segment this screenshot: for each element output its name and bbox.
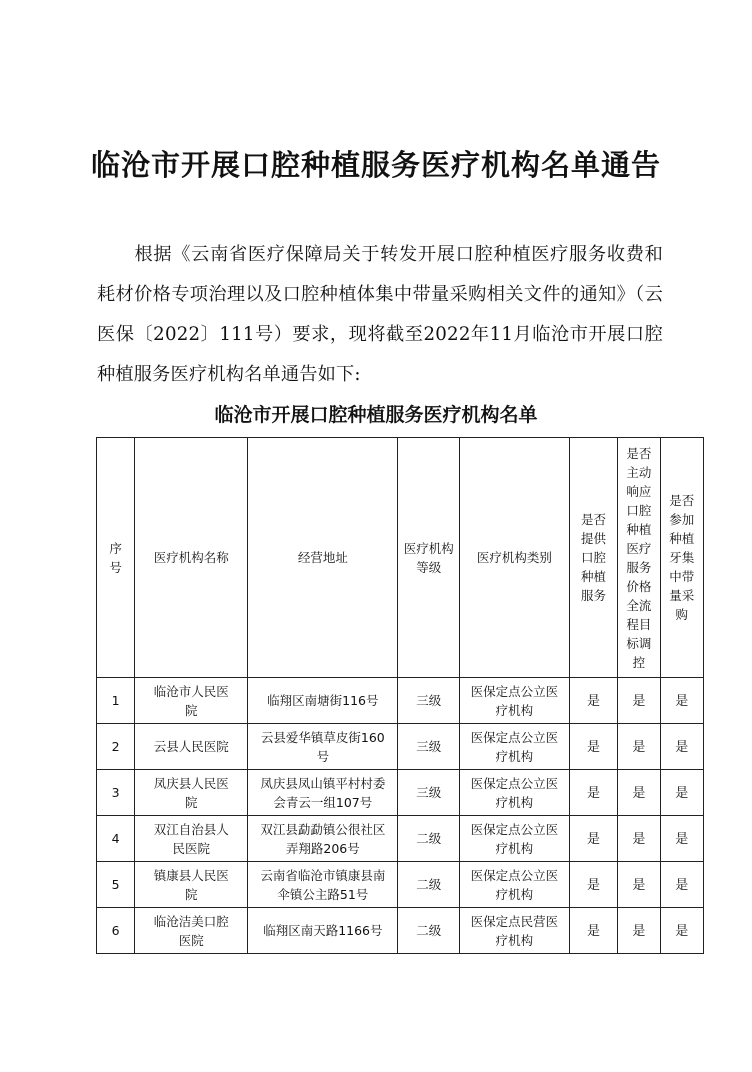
cell-type-text: 医保定点公立医疗机构 xyxy=(470,729,559,764)
cell-type-text: 医保定点公立医疗机构 xyxy=(470,683,559,718)
cell-bulk-procurement-text: 是 xyxy=(675,923,689,939)
cell-provides-service xyxy=(569,724,617,770)
cell-level xyxy=(398,862,460,908)
cell-type-text: 医保定点公立医疗机构 xyxy=(470,867,559,902)
cell-bulk-procurement xyxy=(660,862,703,908)
cell-level-text: 三级 xyxy=(416,739,442,754)
cell-price-control xyxy=(618,770,660,816)
cell-name-text: 云县人民医院 xyxy=(153,739,229,754)
cell-bulk-procurement-text: 是 xyxy=(675,785,689,801)
cell-bulk-procurement xyxy=(660,816,703,862)
table-row xyxy=(97,678,704,724)
table-header-row xyxy=(97,438,704,678)
cell-type xyxy=(459,770,569,816)
header-address: 经营地址 xyxy=(248,438,398,678)
cell-no xyxy=(97,908,135,954)
cell-bulk-procurement-text: 是 xyxy=(675,877,689,893)
cell-type xyxy=(459,908,569,954)
notice-paragraph-text: 根据《云南省医疗保障局关于转发开展口腔种植医疗服务收费和耗材价格专项治理以及口腔种植体集中带量采购相关文件的通知》（云医保〔2022〕111号）要求，现将截至2022年11月临沧市开展口腔种植服务医疗机构名单通告如下: xyxy=(97,244,663,385)
cell-bulk-procurement xyxy=(660,724,703,770)
cell-type xyxy=(459,862,569,908)
cell-price-control xyxy=(618,724,660,770)
cell-address xyxy=(248,724,398,770)
cell-name xyxy=(135,862,248,908)
cell-provides-service-text: 是 xyxy=(587,739,601,755)
cell-no-text: 6 xyxy=(111,923,120,938)
cell-provides-service-text: 是 xyxy=(587,923,601,939)
table-row xyxy=(97,862,704,908)
cell-bulk-procurement xyxy=(660,908,703,954)
cell-price-control-text: 是 xyxy=(632,739,646,755)
cell-price-control-text: 是 xyxy=(632,877,646,893)
cell-no xyxy=(97,678,135,724)
cell-provides-service-text: 是 xyxy=(587,693,601,709)
cell-address-text: 云县爱华镇草皮街160号 xyxy=(260,729,385,764)
cell-level xyxy=(398,724,460,770)
cell-price-control-text: 是 xyxy=(632,693,646,709)
cell-price-control-text: 是 xyxy=(632,785,646,801)
cell-level xyxy=(398,816,460,862)
cell-bulk-procurement-text: 是 xyxy=(675,831,689,847)
cell-address-text: 临翔区南天路1166号 xyxy=(263,923,383,938)
cell-name xyxy=(135,908,248,954)
cell-level-text: 三级 xyxy=(416,785,442,800)
cell-level xyxy=(398,908,460,954)
cell-provides-service xyxy=(569,908,617,954)
cell-level-text: 二级 xyxy=(416,923,442,938)
cell-bulk-procurement xyxy=(660,770,703,816)
cell-no xyxy=(97,770,135,816)
cell-address xyxy=(248,770,398,816)
cell-price-control xyxy=(618,908,660,954)
cell-price-control-text: 是 xyxy=(632,923,646,939)
table-row xyxy=(97,724,704,770)
cell-provides-service-text: 是 xyxy=(587,831,601,847)
cell-address xyxy=(248,908,398,954)
cell-name xyxy=(135,770,248,816)
cell-type xyxy=(459,816,569,862)
table-row xyxy=(97,816,704,862)
table-title: 临沧市开展口腔种植服务医疗机构名单 xyxy=(214,404,538,426)
cell-name xyxy=(135,678,248,724)
cell-bulk-procurement-text: 是 xyxy=(675,739,689,755)
cell-address xyxy=(248,678,398,724)
cell-address xyxy=(248,816,398,862)
cell-address-text: 云南省临沧市镇康县南伞镇公主路51号 xyxy=(260,867,386,902)
cell-address-text: 双江县勐勐镇公很社区弄翔路206号 xyxy=(260,821,386,856)
table-row xyxy=(97,770,704,816)
header-type: 医疗机构类别 xyxy=(459,438,569,678)
cell-no-text: 5 xyxy=(111,877,120,892)
cell-price-control xyxy=(618,862,660,908)
cell-level xyxy=(398,678,460,724)
cell-name-text: 双江自治县人民医院 xyxy=(153,821,229,856)
cell-address-text: 凤庆县凤山镇平村村委会青云一组107号 xyxy=(260,775,386,810)
header-price-control: 是否主动响应口腔种植医疗服务价格全流程目标调控 xyxy=(618,438,660,678)
cell-name xyxy=(135,816,248,862)
cell-level-text: 二级 xyxy=(416,877,442,892)
cell-provides-service-text: 是 xyxy=(587,785,601,801)
cell-level xyxy=(398,770,460,816)
header-name: 医疗机构名称 xyxy=(135,438,248,678)
cell-type-text: 医保定点民营医疗机构 xyxy=(470,913,559,948)
table-row xyxy=(97,908,704,954)
cell-provides-service xyxy=(569,862,617,908)
cell-provides-service-text: 是 xyxy=(587,877,601,893)
cell-address xyxy=(248,862,398,908)
cell-bulk-procurement xyxy=(660,678,703,724)
cell-bulk-procurement-text: 是 xyxy=(675,693,689,709)
cell-type-text: 医保定点公立医疗机构 xyxy=(470,821,559,856)
cell-name-text: 临沧洁美口腔医院 xyxy=(153,913,229,948)
cell-name-text: 凤庆县人民医院 xyxy=(153,775,229,810)
cell-level-text: 三级 xyxy=(416,693,442,708)
cell-level-text: 二级 xyxy=(416,831,442,846)
notice-paragraph xyxy=(97,235,663,395)
header-provides-service: 是否提供口腔种植服务 xyxy=(569,438,617,678)
cell-name-text: 镇康县人民医院 xyxy=(153,867,229,902)
cell-name-text: 临沧市人民医院 xyxy=(153,683,229,718)
institution-table xyxy=(96,437,704,954)
cell-price-control xyxy=(618,816,660,862)
cell-type xyxy=(459,724,569,770)
cell-type-text: 医保定点公立医疗机构 xyxy=(470,775,559,810)
cell-no-text: 1 xyxy=(111,693,120,708)
header-bulk-procurement: 是否参加种植牙集中带量采购 xyxy=(660,438,703,678)
cell-type xyxy=(459,678,569,724)
cell-price-control xyxy=(618,678,660,724)
cell-no-text: 2 xyxy=(111,739,120,754)
header-level: 医疗机构等级 xyxy=(398,438,460,678)
cell-no xyxy=(97,816,135,862)
cell-no-text: 4 xyxy=(111,831,120,846)
cell-price-control-text: 是 xyxy=(632,831,646,847)
cell-no xyxy=(97,862,135,908)
document-title: 临沧市开展口腔种植服务医疗机构名单通告 xyxy=(90,148,661,182)
cell-address-text: 临翔区南塘街116号 xyxy=(267,693,379,708)
header-no: 序号 xyxy=(97,438,135,678)
cell-no-text: 3 xyxy=(111,785,120,800)
cell-provides-service xyxy=(569,770,617,816)
cell-name xyxy=(135,724,248,770)
cell-provides-service xyxy=(569,678,617,724)
cell-no xyxy=(97,724,135,770)
cell-provides-service xyxy=(569,816,617,862)
